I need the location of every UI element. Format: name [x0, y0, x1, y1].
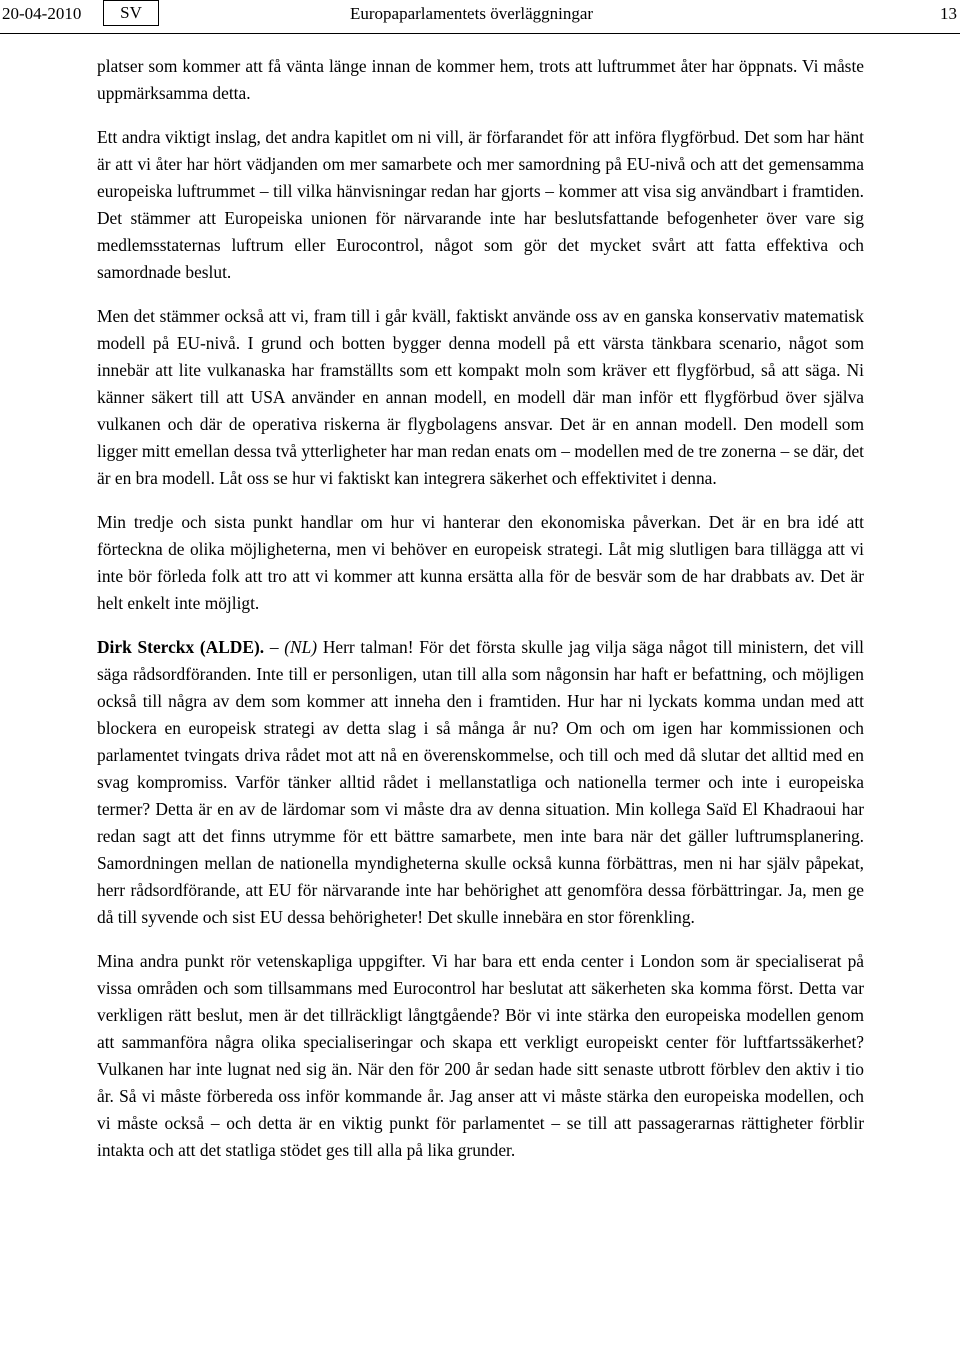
speech-dash: – [269, 637, 279, 657]
paragraph-flight-ban: Ett andra viktigt inslag, det andra kapitlet om ni vill, är förfarandet för att införa flygförbud. Det som har hänt är att vi åter har hört vädjanden om mer samarbete och mer samordning på EU-nivå och att det gemensamma europeiska luftrummet – till vilka hänvisningar redan har gjorts – kommer att visa sig användbart i framtiden. Det stämmer att Europeiska unionen för närvarande inte har beslutsfattande befogenheter över vare sig medlemsstaternas luftrum eller Eurocontrol, något som gör det mycket svårt att fatta effektiva och samordnade beslut. [97, 127, 864, 282]
header-date: 20-04-2010 [2, 4, 82, 23]
speaker-name: Dirk Sterckx (ALDE). [97, 637, 265, 657]
header-language-box: SV [103, 0, 159, 26]
paragraph-economic-impact: Min tredje och sista punkt handlar om hur vi hanterar den ekonomiska påverkan. Det är en bra idé att förteckna de olika möjligheterna, men vi behöver en europeisk strategi. Låt mig slutligen bara tillägga att vi inte bör förleda folk att tro att vi kommer att kunna ersätta alla för de besvär som de har drabbats av. Det är helt enkelt inte möjligt. [97, 512, 864, 613]
speech-language-code: (NL) [284, 637, 318, 657]
speech-text: Herr talman! För det första skulle jag vilja säga något till ministern, det vill säga rådsordföranden. Inte till er personligen, utan till alla som någonsin har haft er befattning, och möjligen också till några av dem som kommer att inneha den i framtiden. Hur har ni lyckats komma undan med att blockera en europeisk strategi av detta slag i så många år nu? Om och om igen har kommissionen och parlamentet tvingats driva rådet mot att nå en överenskommelse, och till och med då slutar det alltid med en svag kompromiss. Varför tänker alltid rådet i mellanstatliga och nationella termer och inte i europeiska termer? Detta är en av de lärdomar som vi måste dra av denna situation. Min kollega Saïd El Khadraoui har redan sagt att det finns utrymme för ett bättre samarbete, men inte bara när det gäller luftrumsplanering. Samordningen mellan de nationella myndigheterna skulle också kunna förbättras, men ni har själv påpekat, herr rådsordförande, att EU för närvarande inte har behörighet att genomföra dessa förbättringar. Ja, men ge då till syvende och sist EU dessa behörigheter! Det skulle innebära en stor förenkling. [97, 637, 864, 927]
paragraph-continuation: platser som kommer att få vänta länge innan de kommer hem, trots att luftrummet åter har öppnats. Vi måste uppmärksamma detta. [97, 56, 864, 103]
page-header [0, 0, 960, 34]
paragraph-scientific-data: Mina andra punkt rör vetenskapliga uppgifter. Vi har bara ett enda center i London som är specialiserat på vissa områden och som tillsammans med Eurocontrol har beslutat att säkerheten ska komma först. Detta var verkligen rätt beslut, men är det tillräckligt långtgående? Bör vi inte stärka den europeiska modellen genom att sammanföra några olika specialiseringar och skapa ett verkligt europeiskt center för luftfartssäkerhet? Vulkanen har inte lugnat ned sig än. När den för 200 år sedan hade sitt senaste utbrott förblev den aktiv i tio år. Så vi måste förbereda oss inför kommande år. Jag anser att vi måste stärka den europeiska modellen, och vi måste också – och detta är en viktig punkt för parlamentet – se till att passagerarnas rättigheter förblir intakta och att det statliga stödet ges till alla på lika grunder. [97, 951, 864, 1160]
header-rule [0, 33, 960, 34]
header-title: Europaparlamentets överläggningar [350, 4, 594, 23]
document-body [97, 53, 864, 1164]
header-page-number: 13 [940, 4, 957, 23]
paragraph-model: Men det stämmer också att vi, fram till i går kväll, faktiskt använde oss av en ganska konservativ matematisk modell på EU-nivå. I grund och botten bygger denna modell på ett värsta tänkbara scenario, något som innebär att lite vulkanaska har framställts som ett kompakt moln som kräver ett flygförbud, så att säga. Ni känner säkert till att USA använder en annan modell, en modell där man inför ett flygförbud över själva vulkanen och där de operativa riskerna är flygbolagens ansvar. Det är en annan modell. Den modell som ligger mitt emellan dessa två ytterligheter har man redan enats om – modellen med de tre zonerna – se där, det är en bra modell. Låt oss se hur vi faktiskt kan integrera säkerhet och effektivitet i denna. [97, 306, 864, 488]
speech-paragraph [97, 634, 864, 931]
